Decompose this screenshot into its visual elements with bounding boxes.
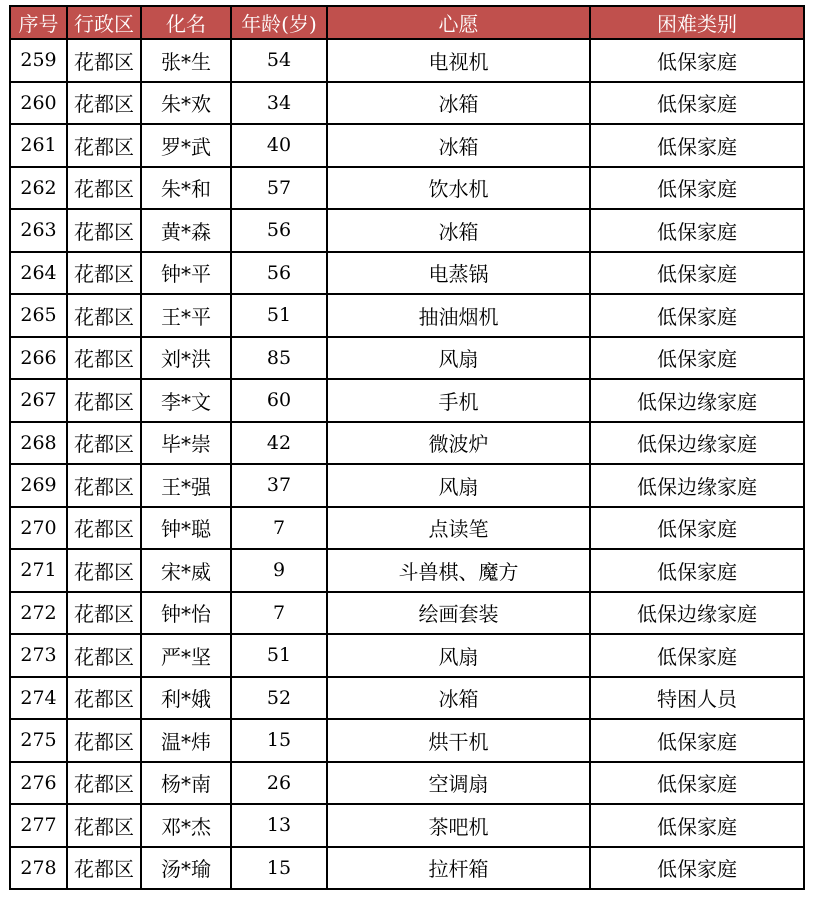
cell-wish: 冰箱 [327,82,590,125]
table-row [10,379,804,422]
cell-serial-number: 275 [10,719,67,762]
cell-age: 13 [231,804,327,847]
cell-hardship-category: 低保边缘家庭 [590,592,804,635]
cell-alias: 钟*怡 [141,592,231,635]
cell-serial-number: 260 [10,82,67,125]
cell-alias: 钟*聪 [141,507,231,550]
header-district: 行政区 [67,6,141,39]
cell-hardship-category: 低保家庭 [590,294,804,337]
cell-wish: 抽油烟机 [327,294,590,337]
wish-list-table [9,5,805,890]
header-hardship-category: 困难类别 [590,6,804,39]
cell-age: 42 [231,422,327,465]
table-row [10,592,804,635]
cell-hardship-category: 低保家庭 [590,507,804,550]
cell-alias: 李*文 [141,379,231,422]
cell-age: 56 [231,209,327,252]
cell-hardship-category: 低保边缘家庭 [590,464,804,507]
table-row [10,804,804,847]
table-row [10,124,804,167]
cell-age: 7 [231,592,327,635]
cell-wish: 点读笔 [327,507,590,550]
cell-wish: 饮水机 [327,167,590,210]
cell-wish: 空调扇 [327,762,590,805]
cell-hardship-category: 低保家庭 [590,39,804,82]
cell-alias: 温*炜 [141,719,231,762]
cell-hardship-category: 低保家庭 [590,124,804,167]
cell-hardship-category: 低保家庭 [590,337,804,380]
cell-alias: 邓*杰 [141,804,231,847]
cell-district: 花都区 [67,677,141,720]
cell-district: 花都区 [67,379,141,422]
table-row [10,294,804,337]
cell-age: 7 [231,507,327,550]
cell-serial-number: 263 [10,209,67,252]
cell-district: 花都区 [67,762,141,805]
cell-wish: 烘干机 [327,719,590,762]
cell-hardship-category: 低保家庭 [590,209,804,252]
cell-serial-number: 271 [10,549,67,592]
cell-hardship-category: 低保家庭 [590,847,804,890]
cell-wish: 冰箱 [327,209,590,252]
cell-alias: 利*娥 [141,677,231,720]
cell-wish: 茶吧机 [327,804,590,847]
cell-district: 花都区 [67,209,141,252]
cell-wish: 电蒸锅 [327,252,590,295]
cell-district: 花都区 [67,39,141,82]
cell-district: 花都区 [67,124,141,167]
cell-age: 51 [231,634,327,677]
cell-hardship-category: 低保家庭 [590,634,804,677]
table-row [10,719,804,762]
header-wish: 心愿 [327,6,590,39]
cell-age: 34 [231,82,327,125]
cell-district: 花都区 [67,592,141,635]
cell-alias: 罗*武 [141,124,231,167]
cell-district: 花都区 [67,294,141,337]
cell-serial-number: 276 [10,762,67,805]
cell-serial-number: 261 [10,124,67,167]
cell-district: 花都区 [67,252,141,295]
cell-age: 57 [231,167,327,210]
cell-wish: 冰箱 [327,677,590,720]
cell-wish: 风扇 [327,464,590,507]
cell-wish: 微波炉 [327,422,590,465]
cell-district: 花都区 [67,82,141,125]
table-row [10,167,804,210]
cell-age: 51 [231,294,327,337]
cell-age: 54 [231,39,327,82]
cell-hardship-category: 低保家庭 [590,719,804,762]
cell-district: 花都区 [67,549,141,592]
cell-wish: 风扇 [327,634,590,677]
cell-serial-number: 269 [10,464,67,507]
table-header [10,6,804,39]
header-alias: 化名 [141,6,231,39]
cell-age: 60 [231,379,327,422]
cell-age: 15 [231,719,327,762]
cell-hardship-category: 特困人员 [590,677,804,720]
cell-serial-number: 267 [10,379,67,422]
cell-wish: 风扇 [327,337,590,380]
table-row [10,39,804,82]
cell-hardship-category: 低保家庭 [590,762,804,805]
table-body [10,39,804,889]
table-row [10,209,804,252]
cell-hardship-category: 低保家庭 [590,804,804,847]
cell-alias: 黄*森 [141,209,231,252]
cell-district: 花都区 [67,422,141,465]
table-row [10,252,804,295]
cell-alias: 王*强 [141,464,231,507]
table-row [10,677,804,720]
cell-serial-number: 272 [10,592,67,635]
cell-serial-number: 274 [10,677,67,720]
table-row [10,464,804,507]
header-serial-number: 序号 [10,6,67,39]
cell-hardship-category: 低保家庭 [590,167,804,210]
cell-hardship-category: 低保边缘家庭 [590,422,804,465]
cell-alias: 杨*南 [141,762,231,805]
cell-serial-number: 278 [10,847,67,890]
cell-hardship-category: 低保家庭 [590,549,804,592]
cell-hardship-category: 低保家庭 [590,252,804,295]
cell-wish: 拉杆箱 [327,847,590,890]
cell-alias: 王*平 [141,294,231,337]
cell-alias: 朱*欢 [141,82,231,125]
cell-wish: 绘画套装 [327,592,590,635]
cell-district: 花都区 [67,847,141,890]
cell-age: 40 [231,124,327,167]
cell-serial-number: 268 [10,422,67,465]
cell-hardship-category: 低保家庭 [590,82,804,125]
cell-wish: 冰箱 [327,124,590,167]
cell-age: 26 [231,762,327,805]
cell-serial-number: 277 [10,804,67,847]
cell-age: 15 [231,847,327,890]
cell-alias: 张*生 [141,39,231,82]
table-row [10,507,804,550]
table-row [10,634,804,677]
cell-hardship-category: 低保边缘家庭 [590,379,804,422]
header-row [10,6,804,39]
cell-serial-number: 266 [10,337,67,380]
cell-serial-number: 265 [10,294,67,337]
table-row [10,762,804,805]
table-row [10,549,804,592]
cell-wish: 手机 [327,379,590,422]
cell-district: 花都区 [67,634,141,677]
header-age: 年龄(岁) [231,6,327,39]
cell-serial-number: 270 [10,507,67,550]
cell-serial-number: 264 [10,252,67,295]
cell-serial-number: 262 [10,167,67,210]
cell-serial-number: 273 [10,634,67,677]
cell-wish: 电视机 [327,39,590,82]
cell-district: 花都区 [67,464,141,507]
cell-alias: 汤*瑜 [141,847,231,890]
cell-age: 52 [231,677,327,720]
table-row [10,337,804,380]
table-row [10,82,804,125]
cell-district: 花都区 [67,337,141,380]
cell-age: 85 [231,337,327,380]
cell-wish: 斗兽棋、魔方 [327,549,590,592]
cell-alias: 毕*崇 [141,422,231,465]
cell-age: 37 [231,464,327,507]
cell-alias: 严*坚 [141,634,231,677]
table-row [10,422,804,465]
cell-district: 花都区 [67,167,141,210]
cell-alias: 钟*平 [141,252,231,295]
cell-age: 56 [231,252,327,295]
cell-serial-number: 259 [10,39,67,82]
cell-age: 9 [231,549,327,592]
table-row [10,847,804,890]
cell-district: 花都区 [67,719,141,762]
cell-alias: 刘*洪 [141,337,231,380]
cell-alias: 宋*威 [141,549,231,592]
cell-district: 花都区 [67,804,141,847]
cell-alias: 朱*和 [141,167,231,210]
cell-district: 花都区 [67,507,141,550]
